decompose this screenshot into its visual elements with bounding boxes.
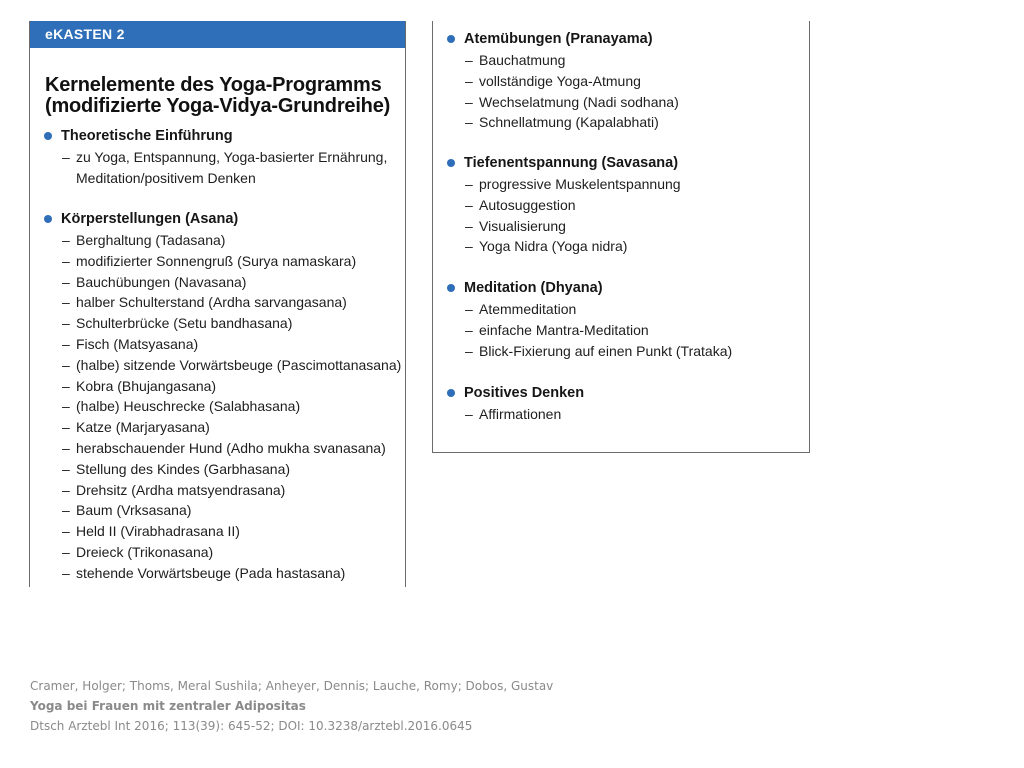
- list-item-text: stehende Vorwärtsbeuge (Pada hastasana): [76, 564, 346, 581]
- box-title-line1: Kernelemente des Yoga-Programms: [45, 74, 382, 96]
- list-item: [30, 542, 405, 563]
- section-heading-text: Meditation (Dhyana): [464, 280, 603, 296]
- dash-icon: –: [465, 114, 473, 131]
- list-item: [30, 355, 405, 376]
- section-atemuebungen: [433, 29, 809, 133]
- list-item: [30, 563, 405, 584]
- section-heading: [433, 153, 809, 174]
- list-item: [30, 438, 405, 459]
- list-item: [433, 299, 809, 320]
- citation-reference: Dtsch Arztebl Int 2016; 113(39): 645-52; DOI: 10.3238/arztebl.2016.0645: [30, 719, 473, 733]
- dash-icon: –: [62, 273, 70, 290]
- section-heading: [433, 29, 809, 50]
- dash-icon: –: [465, 238, 473, 255]
- list-item: [30, 521, 405, 542]
- bullet-icon: [44, 215, 52, 223]
- list-item: [30, 480, 405, 501]
- dash-icon: –: [62, 294, 70, 311]
- list-item: [433, 112, 809, 133]
- list-item-text: Yoga Nidra (Yoga nidra): [479, 238, 628, 255]
- section-heading: [433, 278, 809, 299]
- section-tiefenentspannung: [433, 153, 809, 257]
- list-item: [30, 292, 405, 313]
- list-item-text: Bauchatmung: [479, 52, 566, 68]
- list-item: [433, 92, 809, 113]
- dash-icon: –: [62, 419, 70, 436]
- dash-icon: –: [62, 460, 70, 477]
- section-heading: [30, 209, 405, 230]
- dash-icon: –: [62, 335, 70, 352]
- list-item-text: vollständige Yoga-Atmung: [479, 72, 641, 89]
- section-heading-text: Atemübungen (Pranayama): [464, 31, 653, 47]
- dash-icon: –: [62, 252, 70, 269]
- dash-icon: –: [62, 377, 70, 394]
- dash-icon: –: [62, 481, 70, 498]
- list-item: [30, 147, 405, 168]
- list-item-text: Katze (Marjaryasana): [76, 419, 210, 436]
- dash-icon: –: [62, 564, 70, 581]
- list-item: [30, 334, 405, 355]
- dash-icon: –: [465, 301, 473, 317]
- list-item-text: Bauchübungen (Navasana): [76, 273, 247, 290]
- dash-icon: –: [465, 321, 473, 338]
- section-heading: [30, 126, 405, 147]
- list-item: [30, 251, 405, 272]
- box-title: [45, 75, 400, 117]
- bullet-icon: [447, 159, 455, 167]
- list-item-text: Blick-Fixierung auf einen Punkt (Trataka): [479, 342, 733, 359]
- dash-icon: –: [62, 523, 70, 540]
- list-item: [30, 313, 405, 334]
- bullet-icon: [447, 389, 455, 397]
- bullet-icon: [447, 35, 455, 43]
- list-item: [433, 71, 809, 92]
- list-item: [30, 396, 405, 417]
- list-item-text: Meditation/positivem Denken: [76, 169, 256, 186]
- list-item-text: zu Yoga, Entspannung, Yoga-basierter Ernährung,: [76, 149, 388, 165]
- list-item: [433, 174, 809, 195]
- section-theoretische-einfuehrung: [30, 126, 405, 189]
- dash-icon: –: [465, 176, 473, 192]
- list-item-text: (halbe) sitzende Vorwärtsbeuge (Pascimottanasana): [76, 356, 402, 373]
- list-item-text: progressive Muskelentspannung: [479, 176, 681, 192]
- list-item-text: Fisch (Matsyasana): [76, 335, 199, 352]
- list-item-text: Dreieck (Trikonasana): [76, 543, 214, 560]
- dash-icon: –: [62, 543, 70, 560]
- list-item-text: Autosuggestion: [479, 196, 576, 213]
- list-item: [30, 500, 405, 521]
- ekasten-box-left: [29, 21, 406, 587]
- list-item-text: Wechselatmung (Nadi sodhana): [479, 93, 679, 110]
- box-title-line2: (modifizierte Yoga-Vidya-Grundreihe): [45, 95, 391, 117]
- bullet-icon: [44, 132, 52, 140]
- dash-icon: –: [62, 149, 70, 165]
- list-item-text: Drehsitz (Ardha matsyendrasana): [76, 481, 286, 498]
- dash-icon: –: [62, 439, 70, 456]
- dash-icon: –: [465, 72, 473, 89]
- list-item-text: halber Schulterstand (Ardha sarvangasana): [76, 294, 347, 311]
- section-heading-text: Körperstellungen (Asana): [61, 211, 239, 227]
- list-item: [433, 236, 809, 257]
- list-item: [30, 230, 405, 251]
- list-item-text: (halbe) Heuschrecke (Salabhasana): [76, 398, 301, 415]
- list-item-text: Berghaltung (Tadasana): [76, 232, 226, 248]
- list-item-text: modifizierter Sonnengruß (Surya namaskara): [76, 252, 357, 269]
- bullet-icon: [447, 284, 455, 292]
- dash-icon: –: [465, 342, 473, 359]
- citation-authors: Cramer, Holger; Thoms, Meral Sushila; Anheyer, Dennis; Lauche, Romy; Dobos, Gustav: [30, 679, 554, 693]
- list-item: [30, 417, 405, 438]
- list-item: [433, 404, 809, 425]
- list-item-text: Stellung des Kindes (Garbhasana): [76, 460, 291, 477]
- citation-title: Yoga bei Frauen mit zentraler Adipositas: [30, 699, 306, 713]
- list-item-text: Schulterbrücke (Setu bandhasana): [76, 315, 293, 332]
- list-item-text: Schnellatmung (Kapalabhati): [479, 114, 659, 131]
- section-heading-text: Positives Denken: [464, 385, 585, 401]
- dash-icon: –: [465, 406, 473, 422]
- list-item-continuation: [30, 168, 405, 189]
- list-item-text: Atemmeditation: [479, 301, 577, 317]
- dash-icon: –: [465, 196, 473, 213]
- list-item: [433, 341, 809, 362]
- dash-icon: –: [62, 398, 70, 415]
- list-item: [433, 216, 809, 237]
- list-item-text: Baum (Vrksasana): [76, 502, 192, 519]
- section-heading: [433, 383, 809, 404]
- section-heading-text: Theoretische Einführung: [61, 128, 233, 144]
- ekasten-box-right: [432, 21, 810, 453]
- list-item: [30, 272, 405, 293]
- list-item: [30, 459, 405, 480]
- dash-icon: –: [62, 232, 70, 248]
- dash-icon: –: [465, 217, 473, 234]
- list-item-text: herabschauender Hund (Adho mukha svanasana): [76, 439, 386, 456]
- dash-icon: –: [62, 502, 70, 519]
- list-item-text: Affirmationen: [479, 406, 562, 422]
- section-koerperstellungen: [30, 209, 405, 584]
- section-positives-denken: [433, 383, 809, 425]
- list-item-text: Visualisierung: [479, 217, 566, 234]
- section-heading-text: Tiefenentspannung (Savasana): [464, 155, 679, 171]
- list-item: [433, 195, 809, 216]
- list-item: [30, 376, 405, 397]
- box-header-label: eKASTEN 2: [30, 21, 405, 48]
- list-item-text: Kobra (Bhujangasana): [76, 377, 217, 394]
- list-item: [433, 50, 809, 71]
- list-item: [433, 320, 809, 341]
- list-item-text: Held II (Virabhadrasana II): [76, 523, 240, 540]
- dash-icon: –: [465, 93, 473, 110]
- list-item-text: einfache Mantra-Meditation: [479, 321, 649, 338]
- dash-icon: –: [62, 315, 70, 332]
- dash-icon: –: [465, 52, 473, 68]
- section-meditation: [433, 278, 809, 361]
- dash-icon: –: [62, 356, 70, 373]
